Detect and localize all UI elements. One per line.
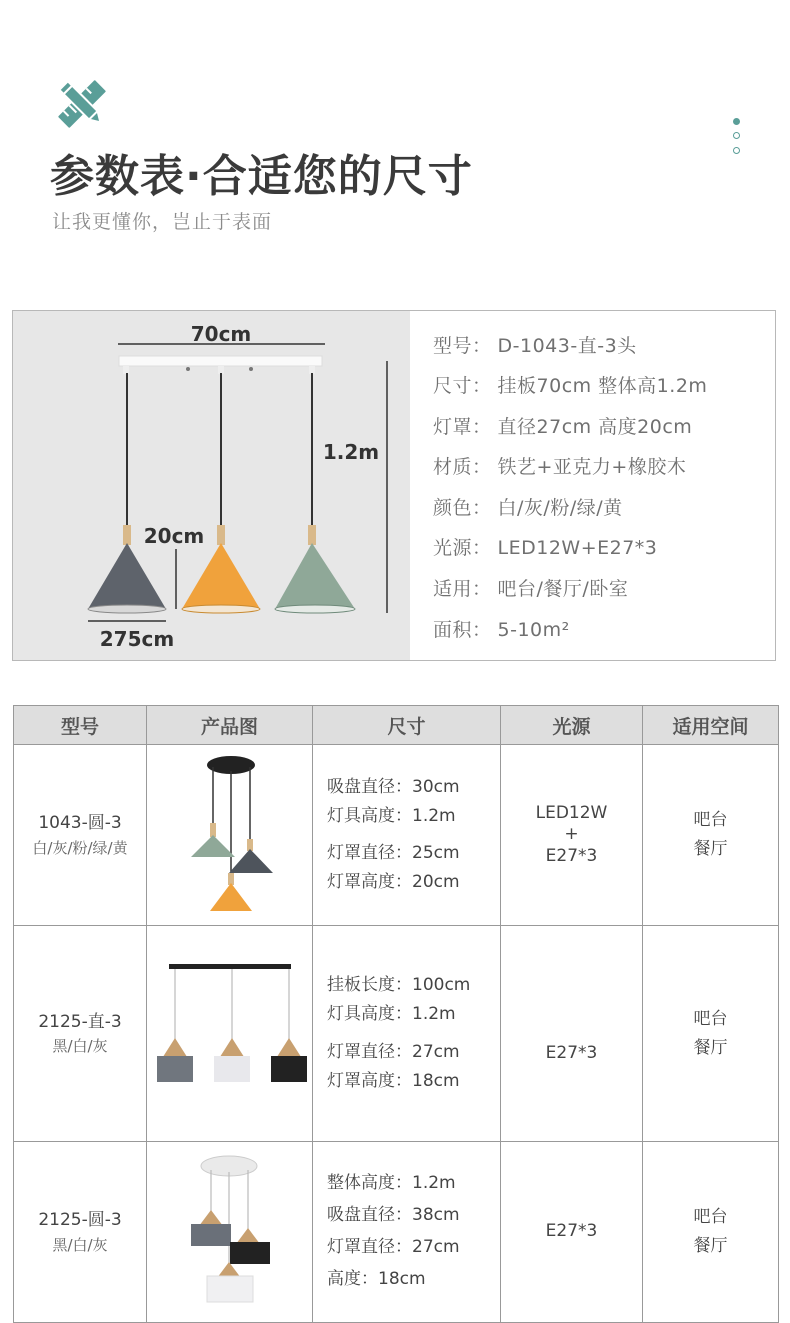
page-indicator-dot-active[interactable]: [733, 118, 740, 125]
light-line: +: [564, 824, 579, 845]
spec-label: 面积：: [433, 619, 492, 641]
size-line: 灯罩高度：20cm: [327, 872, 460, 893]
spec-value: 挂板70cm 整体高1.2m: [497, 375, 708, 397]
cell-light: [501, 926, 643, 1142]
space-line: 餐厅: [693, 839, 728, 859]
spec-row: [433, 533, 657, 560]
cell-model: [14, 926, 147, 1142]
cell-model: [14, 1142, 147, 1323]
cell-size: [313, 745, 501, 926]
spec-label: 适用：: [433, 578, 492, 600]
spec-row: [433, 615, 570, 642]
size-line: 灯具高度：1.2m: [327, 805, 456, 826]
space-line: 吧台: [693, 810, 728, 831]
header-size: 尺寸: [313, 706, 501, 745]
model-name: 2125-圆-3: [38, 1210, 122, 1230]
space-line: 餐厅: [693, 1236, 728, 1256]
width-dimension-label: 70cm: [190, 322, 252, 346]
header-space: 适用空间: [643, 706, 779, 745]
product-thumbnail-round-3-white: [147, 1142, 313, 1317]
cell-product-image: [147, 745, 313, 926]
model-colors: 黑/白/灰: [52, 1235, 108, 1254]
spec-row: [433, 331, 637, 358]
size-line: 灯罩高度：18cm: [327, 1070, 460, 1091]
light-line: E27*3: [545, 1221, 598, 1242]
table-row: [14, 1142, 779, 1323]
spec-value: D-1043-直-3头: [497, 335, 637, 357]
model-colors: 白/灰/粉/绿/黄: [32, 838, 128, 857]
table-row: [14, 926, 779, 1142]
ruler-pencil-icon: [52, 74, 112, 134]
cell-size: [313, 1142, 501, 1323]
header-model: 型号: [14, 706, 147, 745]
spec-label: 光源：: [433, 537, 492, 559]
page-indicator-dot[interactable]: [733, 132, 740, 139]
page-subtitle: 让我更懂你，岂止于表面: [52, 211, 273, 233]
light-line: LED12W: [535, 803, 608, 824]
spec-row: [433, 574, 628, 601]
cell-model: [14, 745, 147, 926]
spec-row: [433, 412, 692, 439]
cell-space: [643, 1142, 779, 1323]
spec-value: LED12W+E27*3: [497, 537, 658, 559]
spec-value: 5-10m²: [497, 619, 570, 641]
spec-value: 吧台/餐厅/卧室: [497, 578, 629, 600]
light-line: E27*3: [545, 1042, 598, 1063]
size-line: 灯罩直径：27cm: [327, 1041, 460, 1062]
spec-value: 白/灰/粉/绿/黄: [497, 497, 623, 519]
diameter-label: 275cm: [99, 627, 175, 651]
header-image: 产品图: [147, 706, 313, 745]
spec-row: [433, 371, 707, 398]
light-line: E27*3: [545, 845, 598, 866]
spec-label: 材质：: [433, 456, 492, 478]
spec-row: [433, 452, 686, 479]
cell-product-image: [147, 926, 313, 1142]
spec-value: 铁艺+亚克力+橡胶木: [497, 456, 687, 478]
table-header-row: [14, 706, 779, 745]
size-line: 灯具高度：1.2m: [327, 1004, 456, 1025]
product-dimension-image: [13, 311, 410, 660]
product-thumbnail-straight-3: [147, 944, 313, 1119]
spec-label: 尺寸：: [433, 375, 492, 397]
model-name: 1043-圆-3: [38, 813, 122, 833]
size-line: 灯罩直径：27cm: [327, 1237, 460, 1257]
spec-value: 直径27cm 高度20cm: [497, 416, 693, 438]
size-line: 吸盘直径：30cm: [327, 776, 460, 797]
shade-height-label: 20cm: [143, 524, 205, 548]
product-table: [13, 705, 779, 1323]
cell-product-image: [147, 1142, 313, 1323]
space-line: 吧台: [693, 1207, 728, 1228]
spec-panel: [12, 310, 776, 661]
size-line: 高度：18cm: [327, 1268, 426, 1289]
spec-label: 型号：: [433, 335, 492, 357]
cell-light: [501, 745, 643, 926]
size-line: 灯罩直径：25cm: [327, 843, 460, 863]
page-indicator-dot[interactable]: [733, 147, 740, 154]
cell-size: [313, 926, 501, 1142]
space-line: 餐厅: [693, 1037, 728, 1058]
model-colors: 黑/白/灰: [52, 1037, 108, 1055]
cell-space: [643, 926, 779, 1142]
space-line: 吧台: [693, 1008, 728, 1029]
header-light: 光源: [501, 706, 643, 745]
size-line: 吸盘直径：38cm: [327, 1205, 460, 1226]
spec-label: 灯罩：: [433, 416, 492, 438]
spec-label: 颜色：: [433, 497, 492, 519]
product-thumbnail-round-3: [147, 745, 313, 920]
size-line: 挂板长度：100cm: [327, 975, 471, 996]
page-title: 参数表·合适您的尺寸: [50, 151, 473, 202]
size-line: 整体高度：1.2m: [327, 1173, 456, 1194]
spec-row: [433, 493, 623, 520]
height-dimension-label: 1.2m: [322, 440, 380, 464]
table-row: [14, 745, 779, 926]
cell-space: [643, 745, 779, 926]
cell-light: [501, 1142, 643, 1323]
model-name: 2125-直-3: [38, 1011, 122, 1032]
